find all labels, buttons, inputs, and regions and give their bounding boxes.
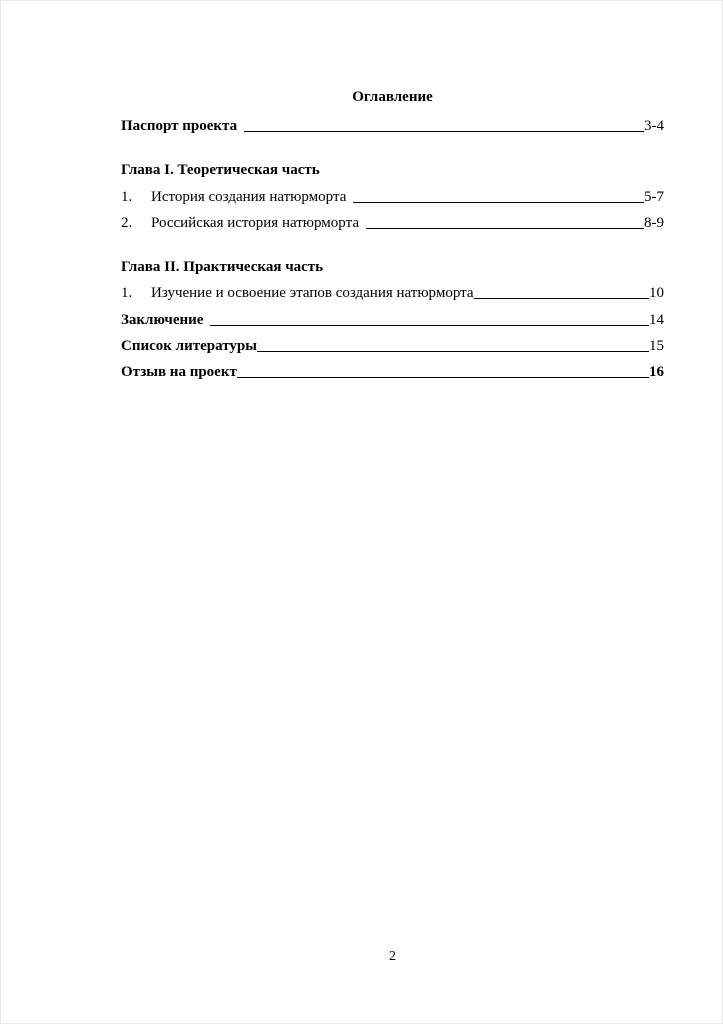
leader-line (210, 324, 649, 326)
toc-entry-number: 1. (121, 188, 133, 205)
toc-entry-label: Изучение и освоение этапов создания натюрморта (151, 285, 474, 302)
toc-entry-number: 1. (121, 285, 133, 302)
toc-entry-label: Российская история натюрморта (151, 214, 359, 231)
toc-entry (121, 312, 664, 329)
toc-entry-page: 10 (649, 285, 664, 302)
leader-line (244, 130, 644, 132)
toc-title: Оглавление (352, 89, 433, 105)
toc-entry-label: Список литературы (121, 337, 257, 354)
toc-section-heading (121, 162, 664, 179)
toc-entry-label: Заключение (121, 311, 204, 328)
toc-entry-page: 16 (649, 364, 664, 380)
toc-entry (121, 364, 664, 381)
leader-line (474, 297, 649, 299)
toc-entry-label: Паспорт проекта (121, 118, 238, 134)
toc-entry-page: 14 (649, 311, 664, 328)
toc-section-heading (121, 259, 664, 276)
toc-entry-label: Отзыв на проект (121, 364, 237, 380)
toc-section-label: Глава I. Теоретическая часть (121, 162, 320, 179)
leader-line (237, 376, 649, 378)
toc-entry-label: История создания натюрморта (151, 188, 347, 205)
toc-entry-page: 8-9 (644, 214, 664, 231)
leader-line (366, 227, 644, 229)
toc-section-label: Глава II. Практическая часть (121, 259, 324, 275)
toc-entry-number: 2. (121, 214, 133, 231)
toc-entry (121, 338, 664, 355)
page-number: 2 (389, 949, 396, 964)
toc-content (121, 89, 664, 390)
toc-entry (121, 285, 664, 302)
toc-entry (121, 118, 664, 135)
leader-line (353, 201, 644, 203)
leader-line (257, 350, 649, 352)
toc-entry-page: 5-7 (644, 188, 664, 205)
toc-entry (121, 189, 664, 206)
toc-entry (121, 215, 664, 232)
toc-entry-page: 15 (649, 337, 664, 354)
toc-entry-page: 3-4 (644, 118, 664, 134)
